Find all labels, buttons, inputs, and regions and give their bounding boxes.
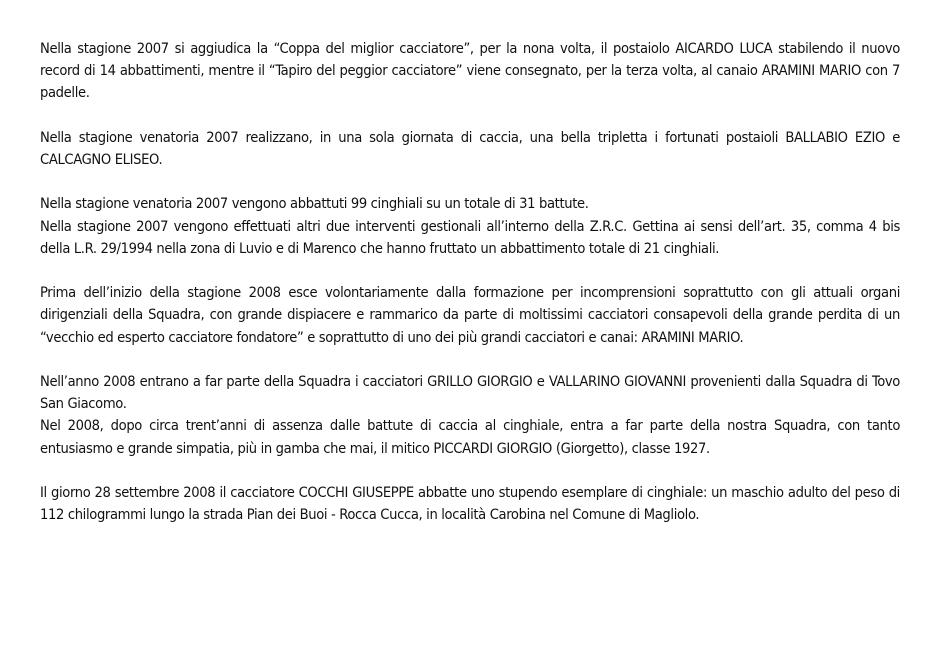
paragraph-coppa-2007 — [40, 38, 900, 105]
paragraph-text: Nel 2008, dopo circa trent’anni di assenza dalle battute di caccia al cinghiale, entra a far parte della nostra Squadra, con tanto entusiasmo e grande simpatia, più in gamba che mai, il mitico PICCARDI GIORGIO (Giorgetto), classe 1927. — [40, 417, 900, 457]
paragraph-text: Nella stagione venatoria 2007 realizzano, in una sola giornata di caccia, una bella tripletta i fortunati postaioli BALLABIO EZIO e CALCAGNO ELISEO. — [40, 128, 900, 168]
paragraph-text: Nella stagione 2007 si aggiudica la “Coppa del miglior cacciatore”, per la nona volta, il postaiolo AICARDO LUCA stabilendo il nuovo record di 14 abbattimenti, mentre il “Tapiro del peggior cacciatore” viene consegnato, per la terza volta, al canaio ARAMINI MARIO con 7 padelle. — [40, 40, 900, 102]
paragraph-tripletta-2007 — [40, 127, 900, 171]
paragraph-text: Prima dell’inizio della stagione 2008 esce volontariamente dalla formazione per incomprensioni soprattutto con gli attuali organi dirigenziali della Squadra, con grande dispiacere e rammarico da parte di moltissimi cacciatori consapevoli della grande perdita di un “vecchio ed esperto cacciatore fondatore” e soprattutto di uno dei più grandi cacciatori e canai: ARAMINI MARIO. — [40, 284, 900, 346]
paragraph-uscita-2008 — [40, 282, 900, 349]
paragraph-text: Nella stagione 2007 vengono effettuati altri due interventi gestionali all’interno della Z.R.C. Gettina ai sensi dell’art. 35, comma 4 bis della L.R. 29/1994 nella zona di Luvio e di Marenco che hanno fruttato un abbattimento totale di 21 cinghiali. — [40, 217, 900, 257]
paragraph-text: Nell’anno 2008 entrano a far parte della Squadra i cacciatori GRILLO GIORGIO e VALLARINO GIOVANNI provenienti dalla Squadra di Tovo San Giacomo. — [40, 372, 900, 413]
paragraph-cinghiale-2008 — [40, 482, 900, 526]
paragraph-text: Il giorno 28 settembre 2008 il cacciatore COCCHI GIUSEPPE abbatte uno stupendo esemplare di cinghiale: un maschio adulto del peso di 112 chilogrammi lungo la strada Pian dei Buoi - Rocca Cucca, in località Carobina nel Comune di Magliolo. — [40, 483, 900, 524]
paragraph-nuovi-2008 — [40, 371, 900, 460]
paragraph-abbattimenti-2007 — [40, 193, 900, 260]
paragraph-text: Nella stagione venatoria 2007 vengono abbattuti 99 cinghiali su un totale di 31 battute. — [40, 195, 589, 213]
document-page — [40, 38, 900, 549]
